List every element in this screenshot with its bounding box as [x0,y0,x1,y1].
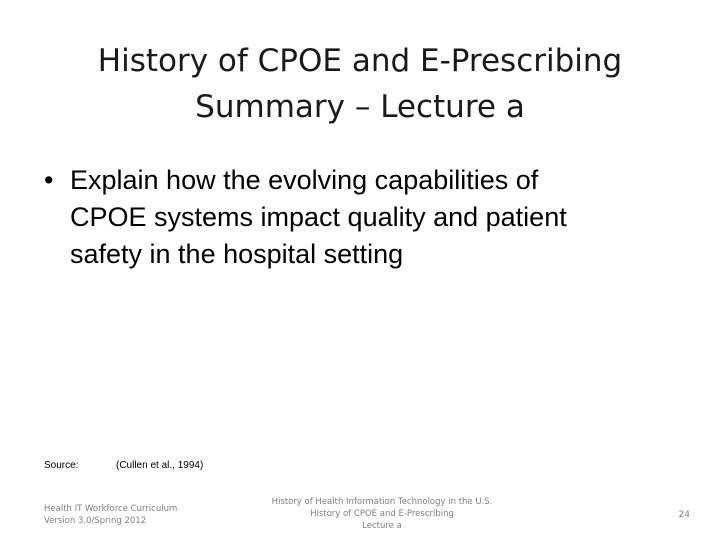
footer-curriculum [44,503,177,527]
footer-course-line: History of Health Information Technology in the U.S. [271,497,493,507]
source-label: Source: [44,460,79,471]
bullet-text-line: safety in the hospital setting [70,239,404,269]
source-citation: (Cullen et al., 1994) [116,460,204,471]
bullet-text-line: CPOE systems impact quality and patient [70,202,567,232]
slide-title [20,38,700,130]
bullet-list [44,162,684,273]
page-number: 24 [678,510,690,520]
bullet-marker: • [44,165,54,195]
slide-title-line: Summary – Lecture a [195,89,525,125]
footer-course-line: History of CPOE and E-Prescribing [310,509,454,519]
slide-title-line: History of CPOE and E-Prescribing [97,43,623,79]
bullet-text-line: Explain how the evolving capabilities of [70,165,539,195]
footer-course-line: Lecture a [362,521,402,531]
footer-course-title [262,496,502,532]
bullet-item [44,162,684,273]
footer-curriculum-line: Health IT Workforce Curriculum [44,504,178,514]
footer-curriculum-line: Version 3.0/Spring 2012 [44,516,147,526]
